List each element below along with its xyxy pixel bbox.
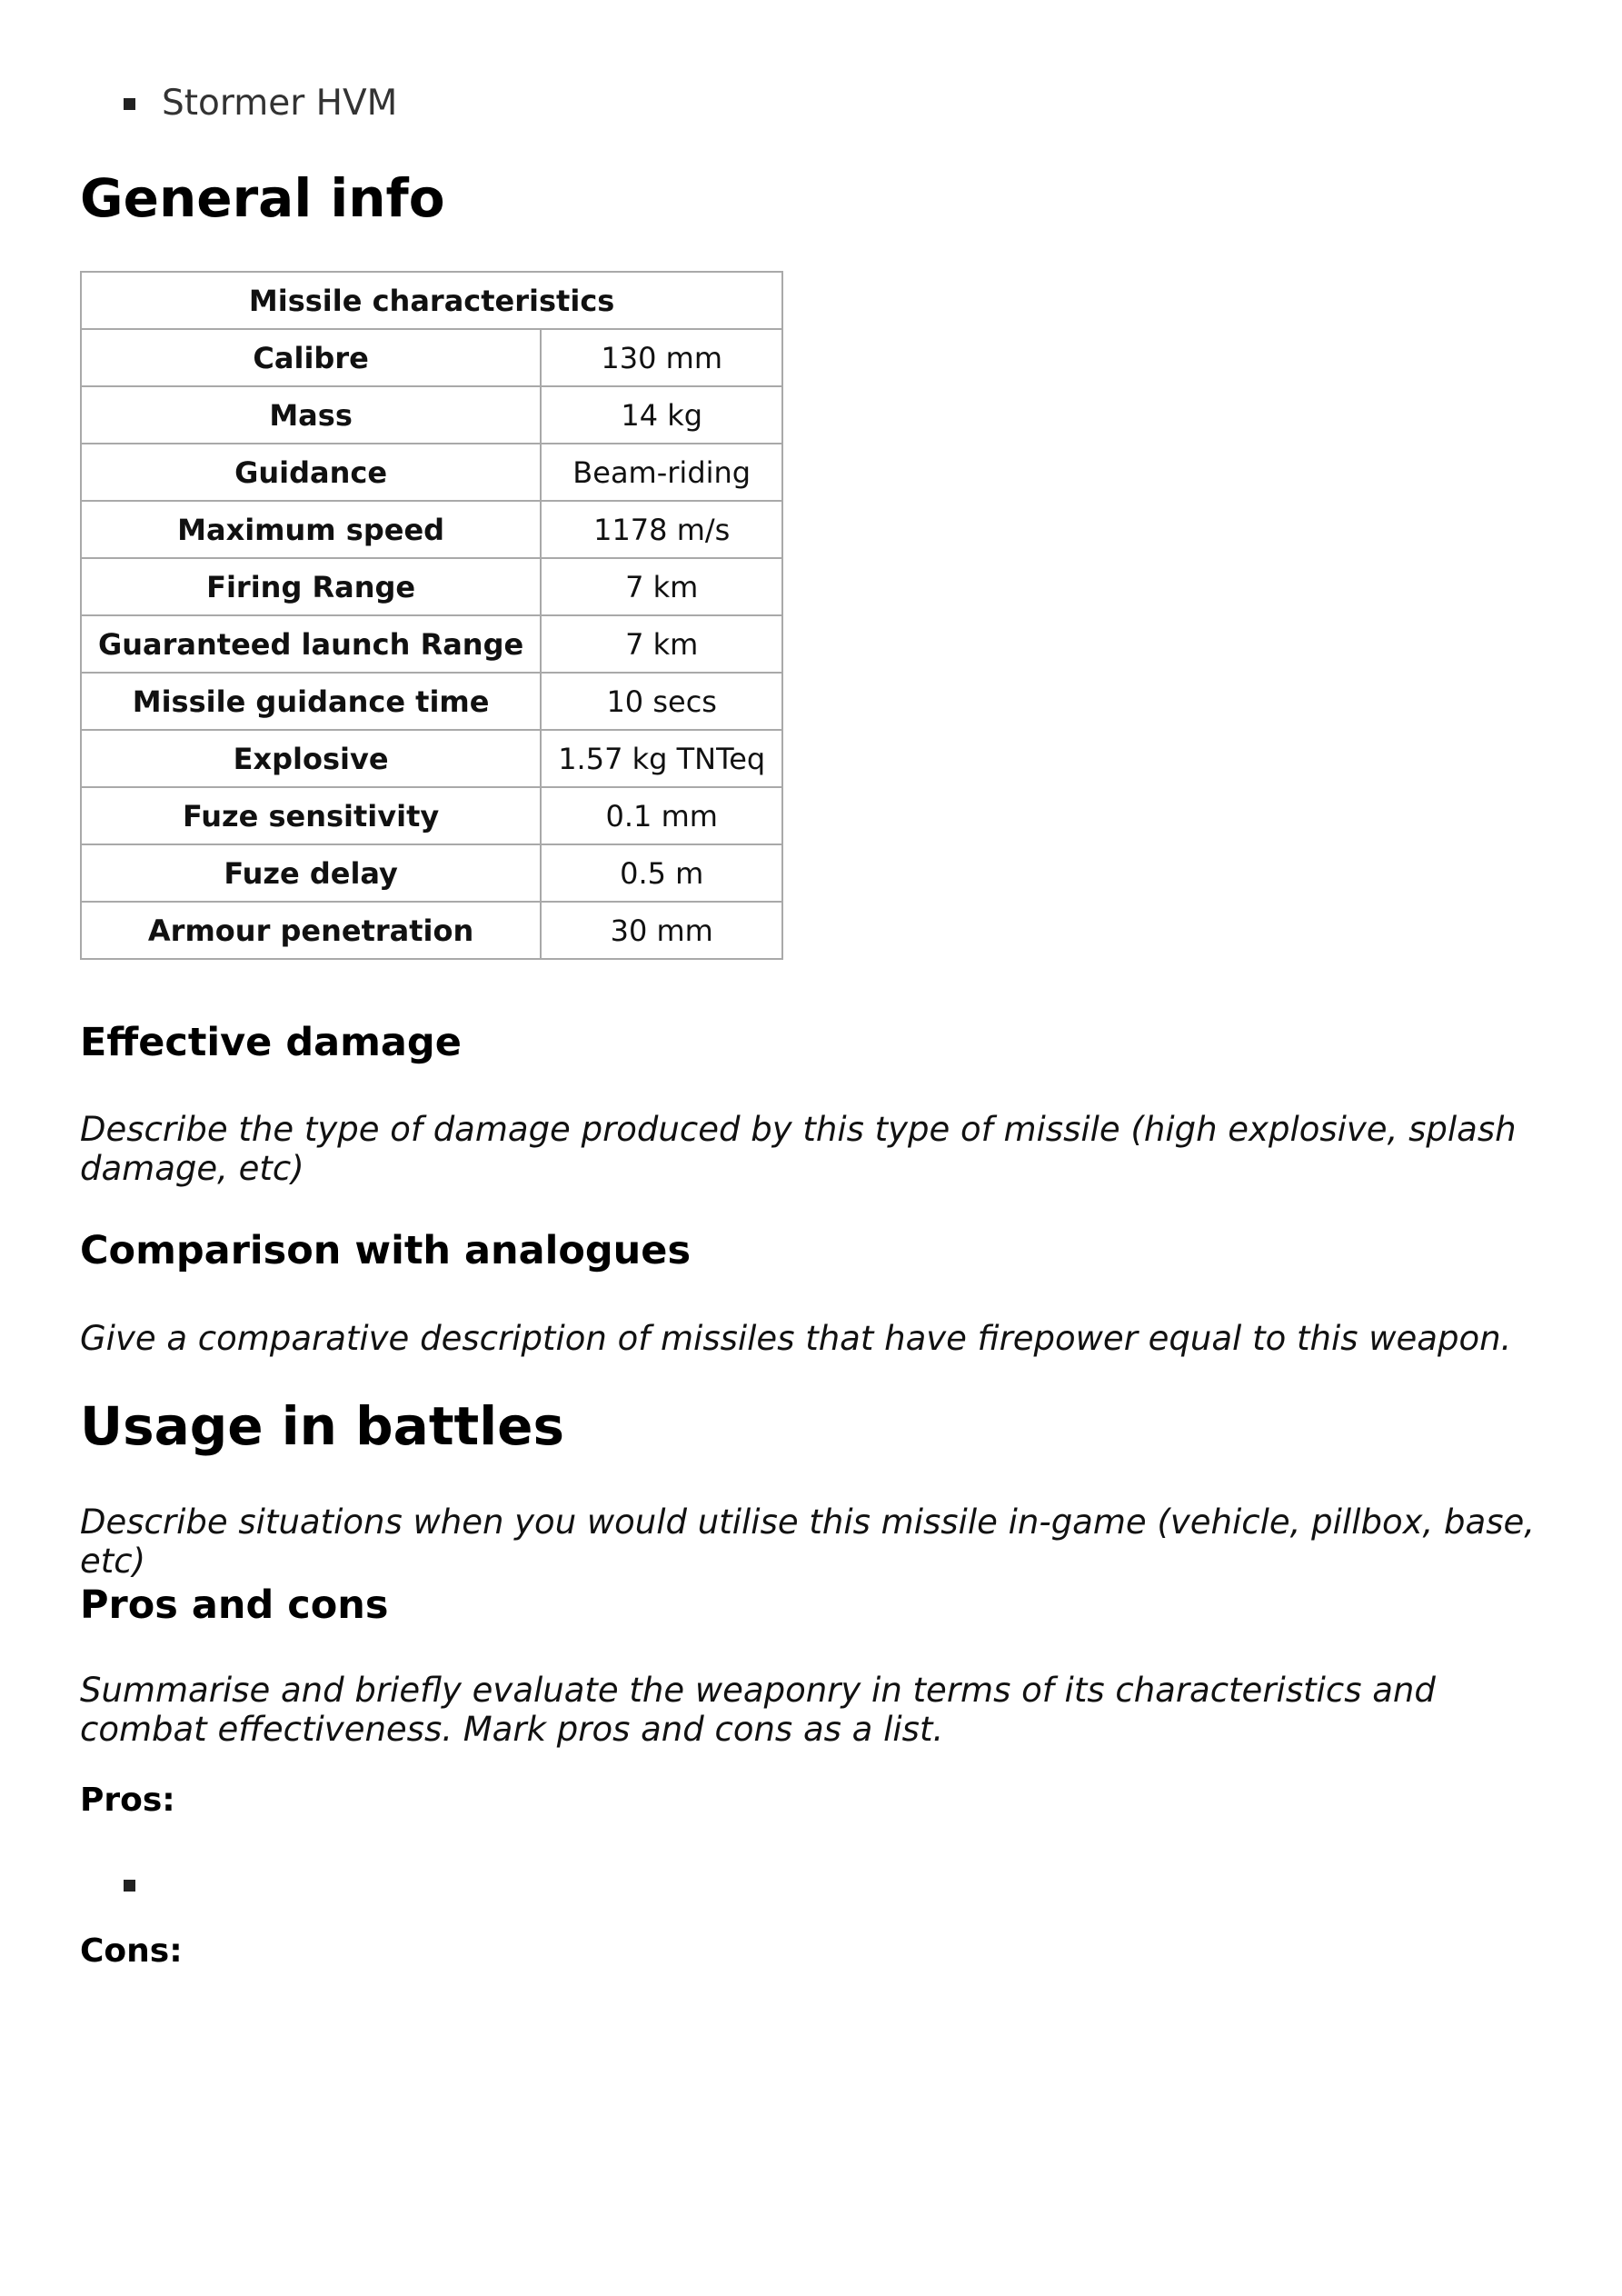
row-key: Mass bbox=[81, 386, 541, 444]
table-row bbox=[81, 501, 782, 558]
general-info-heading: General info bbox=[80, 167, 445, 229]
table-row bbox=[81, 673, 782, 730]
pros-cons-text: Summarise and briefly evaluate the weaponry in terms of its characteristics and combat effectiveness. Mark pros and cons as a list. bbox=[80, 1671, 1436, 1749]
row-value: 7 km bbox=[541, 558, 782, 615]
row-key: Guidance bbox=[81, 444, 541, 501]
missile-characteristics-table bbox=[80, 271, 783, 960]
table-row bbox=[81, 730, 782, 787]
table-row bbox=[81, 444, 782, 501]
pros-cons-heading: Pros and cons bbox=[80, 1582, 389, 1628]
table-row bbox=[81, 844, 782, 902]
row-key: Fuze delay bbox=[81, 844, 541, 902]
cons-label: Cons: bbox=[80, 1932, 183, 1970]
row-value: 0.5 m bbox=[541, 844, 782, 902]
row-value: 1178 m/s bbox=[541, 501, 782, 558]
usage-heading: Usage in battles bbox=[80, 1395, 565, 1457]
table-row bbox=[81, 558, 782, 615]
row-key: Armour penetration bbox=[81, 902, 541, 959]
table-row bbox=[81, 902, 782, 959]
row-value: 0.1 mm bbox=[541, 787, 782, 844]
table-caption-row bbox=[81, 272, 782, 329]
pros-label: Pros: bbox=[80, 1782, 175, 1819]
row-key: Firing Range bbox=[81, 558, 541, 615]
row-key: Explosive bbox=[81, 730, 541, 787]
effective-damage-text: Describe the type of damage produced by this type of missile (high explosive, splash damage, etc) bbox=[80, 1110, 1517, 1188]
row-key: Fuze sensitivity bbox=[81, 787, 541, 844]
table-row bbox=[81, 386, 782, 444]
row-value: 130 mm bbox=[541, 329, 782, 386]
row-key: Guaranteed launch Range bbox=[81, 615, 541, 673]
comparison-heading: Comparison with analogues bbox=[80, 1228, 692, 1273]
table-row bbox=[81, 329, 782, 386]
row-key: Calibre bbox=[81, 329, 541, 386]
square-bullet-icon bbox=[124, 1880, 135, 1892]
table-caption: Missile characteristics bbox=[81, 272, 782, 329]
related-vehicle-list bbox=[80, 78, 397, 129]
row-value: 1.57 kg TNTeq bbox=[541, 730, 782, 787]
row-value: 10 secs bbox=[541, 673, 782, 730]
row-value: Beam-riding bbox=[541, 444, 782, 501]
effective-damage-heading: Effective damage bbox=[80, 1020, 462, 1065]
square-bullet-icon bbox=[124, 98, 135, 110]
list-item bbox=[80, 78, 397, 129]
comparison-text: Give a comparative description of missiles that have firepower equal to this weapon. bbox=[80, 1319, 1512, 1358]
table-row bbox=[81, 615, 782, 673]
list-item-text: Stormer HVM bbox=[162, 83, 398, 124]
row-value: 14 kg bbox=[541, 386, 782, 444]
usage-text: Describe situations when you would utilise this missile in-game (vehicle, pillbox, base, etc) bbox=[80, 1502, 1535, 1581]
row-value: 7 km bbox=[541, 615, 782, 673]
row-value: 30 mm bbox=[541, 902, 782, 959]
row-key: Missile guidance time bbox=[81, 673, 541, 730]
row-key: Maximum speed bbox=[81, 501, 541, 558]
table-row bbox=[81, 787, 782, 844]
